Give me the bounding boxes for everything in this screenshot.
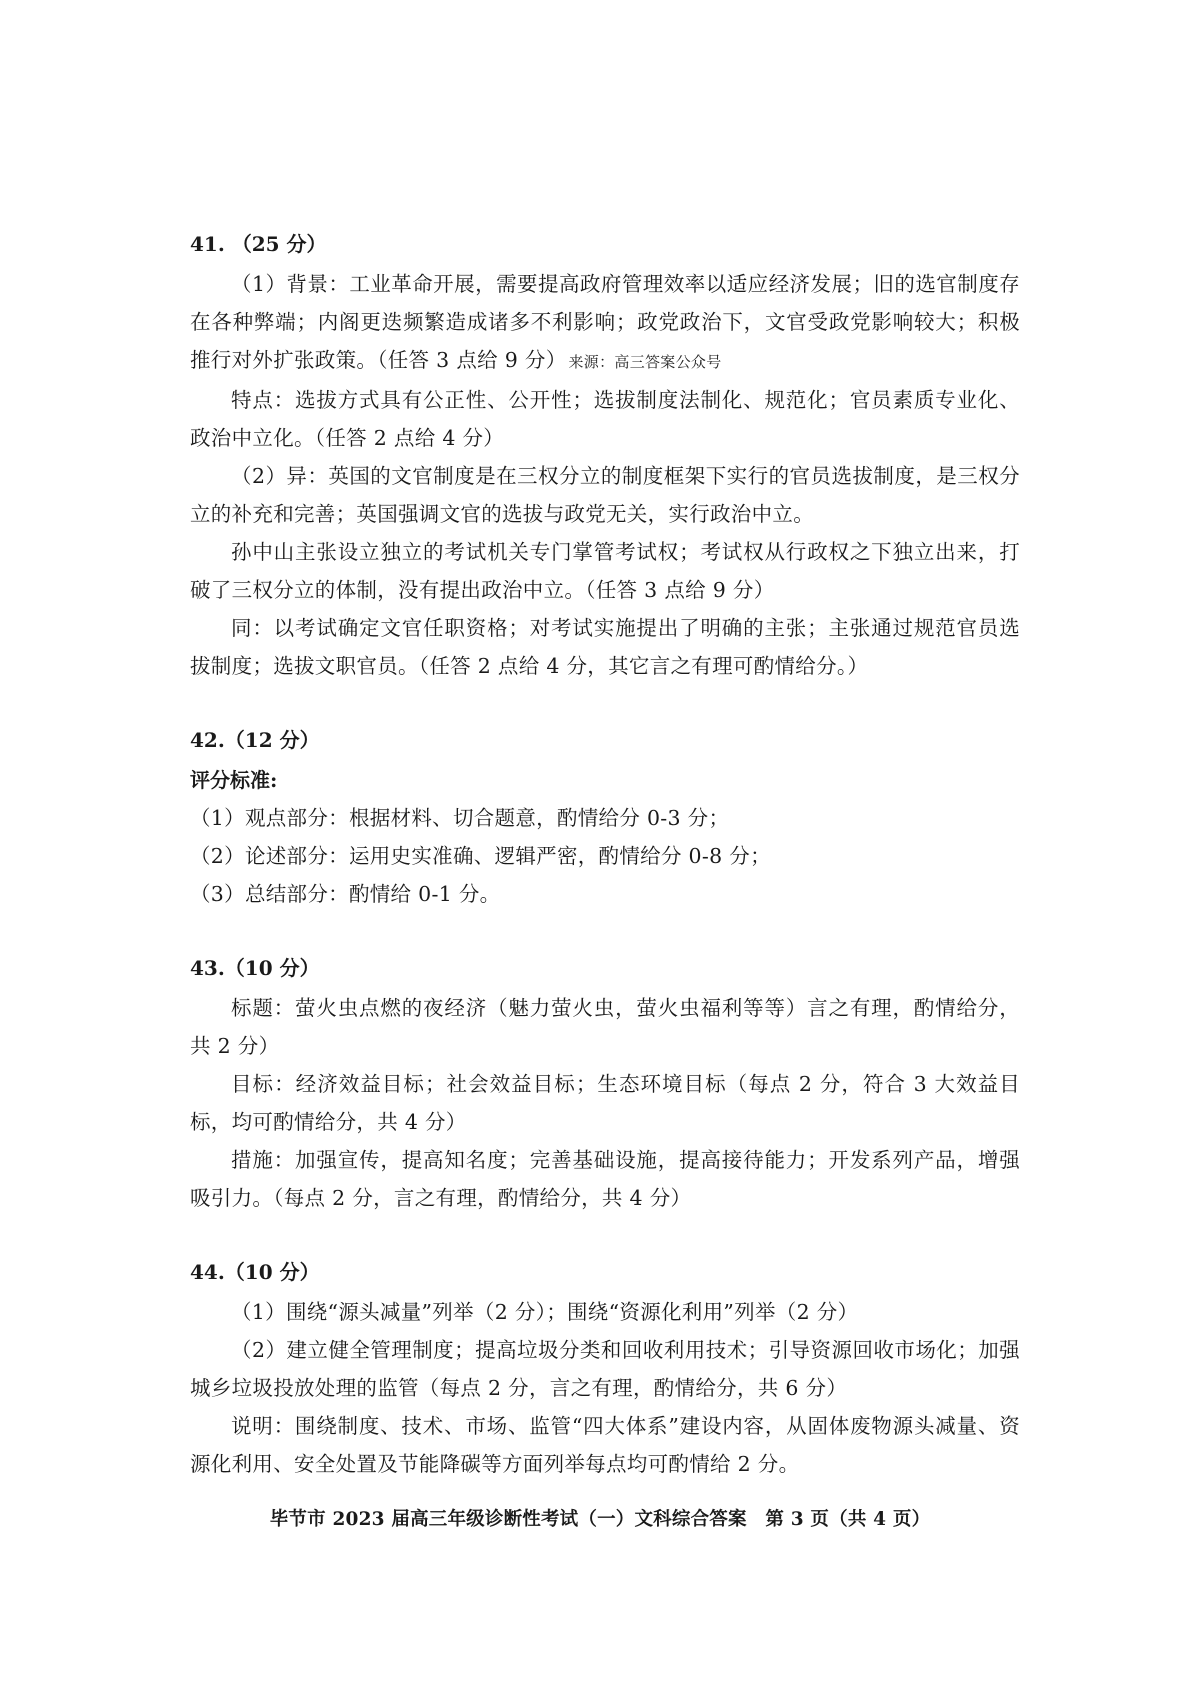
q44-part2-paragraph: （2）建立健全管理制度；提高垃圾分类和回收利用技术；引导资源回收市场化；加强城乡垃圾投放处理的监管（每点 2 分，言之有理，酌情给分，共 6 分） bbox=[190, 1338, 1020, 1400]
q42-criteria-item: （3）总结部分：酌情给 0-1 分。 bbox=[190, 882, 501, 906]
page-content bbox=[190, 225, 1020, 1519]
q41-source-note: 来源：高三答案公众号 bbox=[568, 353, 722, 371]
question-41 bbox=[190, 225, 1020, 685]
question-43 bbox=[190, 949, 1020, 1217]
q41-similarities-paragraph: 同：以考试确定文官任职资格；对考试实施提出了明确的主张；主张通过规范官员选拔制度；选拔文职官员。（任答 2 点给 4 分，其它言之有理可酌情给分。） bbox=[190, 616, 1020, 678]
q43-title-paragraph: 标题：萤火虫点燃的夜经济（魅力萤火虫，萤火虫福利等等）言之有理，酌情给分，共 2 分） bbox=[190, 996, 1020, 1058]
q44-note-paragraph: 说明：围绕制度、技术、市场、监管“四大体系”建设内容，从固体废物源头减量、资源化利用、安全处置及节能降碳等方面列举每点均可酌情给 2 分。 bbox=[190, 1414, 1020, 1476]
q42-criteria-item: （1）观点部分：根据材料、切合题意，酌情给分 0-3 分； bbox=[190, 806, 730, 830]
q41-background-paragraph bbox=[190, 265, 1020, 381]
q41-features-paragraph: 特点：选拔方式具有公正性、公开性；选拔制度法制化、规范化；官员素质专业化、政治中立化。（任答 2 点给 4 分） bbox=[190, 388, 1020, 450]
q42-criteria-item: （2）论述部分：运用史实准确、逻辑严密，酌情给分 0-8 分； bbox=[190, 844, 771, 868]
q43-measures-paragraph: 措施：加强宣传，提高知名度；完善基础设施，提高接待能力；开发系列产品，增强吸引力。（每点 2 分，言之有理，酌情给分，共 4 分） bbox=[190, 1148, 1020, 1210]
q41-sun-zhongshan-paragraph: 孙中山主张设立独立的考试机关专门掌管考试权；考试权从行政权之下独立出来，打破了三权分立的体制，没有提出政治中立。（任答 3 点给 9 分） bbox=[190, 540, 1020, 602]
question-42-title: 42.（12 分） bbox=[190, 728, 320, 752]
question-42 bbox=[190, 721, 1020, 913]
question-41-title: 41. （25 分） bbox=[190, 232, 327, 256]
question-44 bbox=[190, 1253, 1020, 1483]
question-44-title: 44.（10 分） bbox=[190, 1260, 320, 1284]
q41-differences-paragraph: （2）异：英国的文官制度是在三权分立的制度框架下实行的官员选拔制度，是三权分立的补充和完善；英国强调文官的选拔与政党无关，实行政治中立。 bbox=[190, 464, 1020, 526]
question-43-title: 43.（10 分） bbox=[190, 956, 320, 980]
q43-goals-paragraph: 目标：经济效益目标；社会效益目标；生态环境目标（每点 2 分，符合 3 大效益目标，均可酌情给分，共 4 分） bbox=[190, 1072, 1020, 1134]
page-footer: 毕节市 2023 届高三年级诊断性考试（一）文科综合答案 第 3 页（共 4 页） bbox=[269, 1509, 931, 1530]
q42-criteria-label: 评分标准: bbox=[190, 768, 278, 792]
q41-background-text: （1）背景：工业革命开展，需要提高政府管理效率以适应经济发展；旧的选官制度存在各种弊端；内阁更迭频繁造成诸多不利影响；政党政治下，文官受政党影响较大；积极推行对外扩张政策。（任答 3 点给 9 分） bbox=[190, 272, 1020, 372]
q44-part1-paragraph: （1）围绕“源头减量”列举（2 分）；围绕“资源化利用”列举（2 分） bbox=[231, 1300, 859, 1324]
